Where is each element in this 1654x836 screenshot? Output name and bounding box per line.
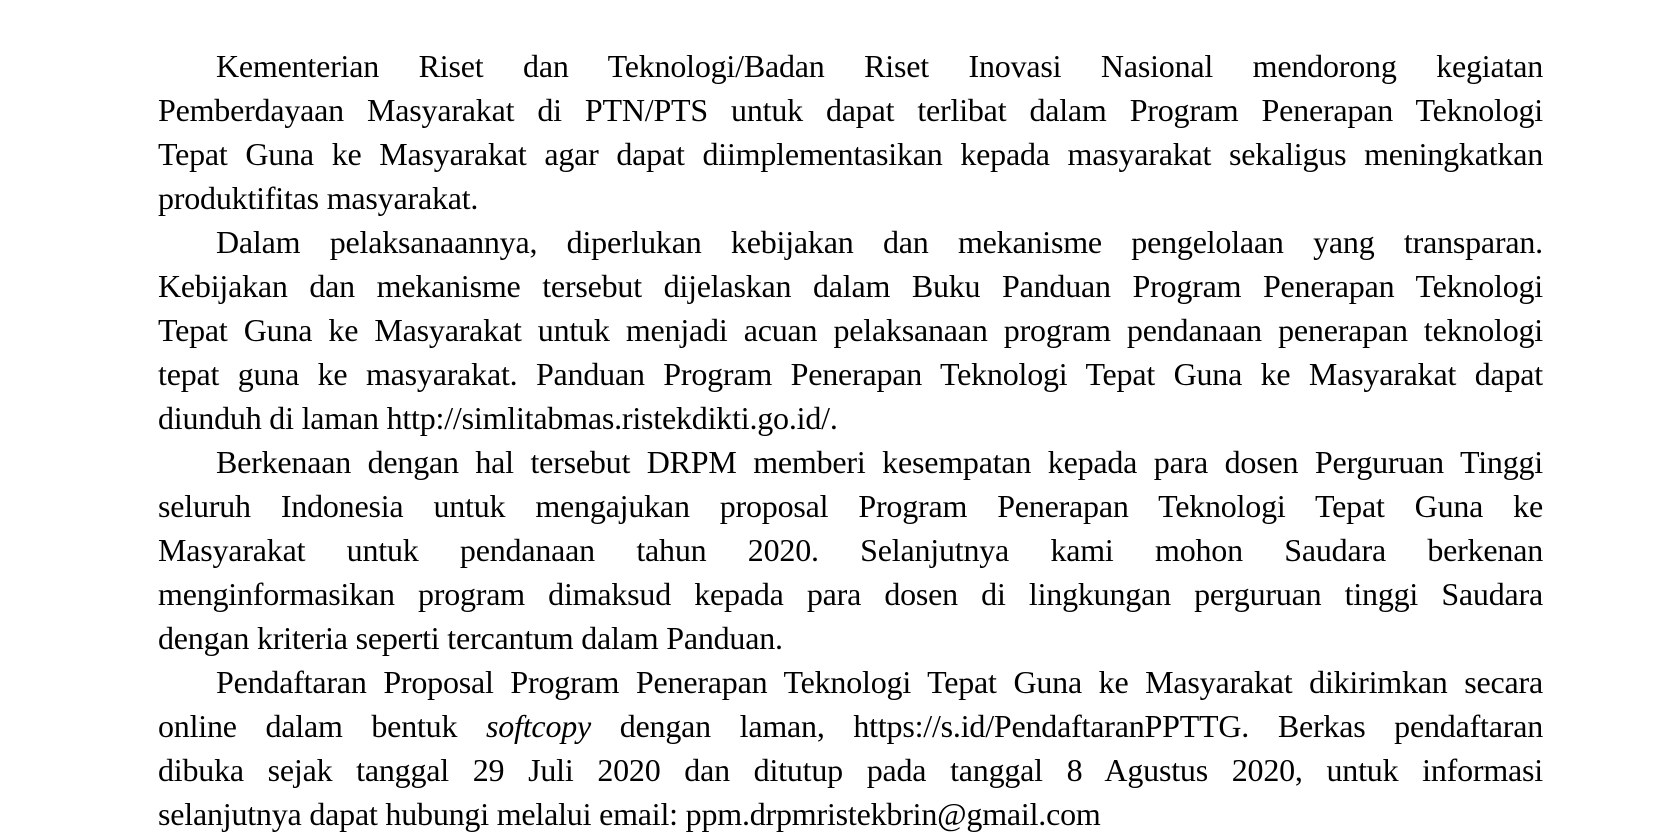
- line-text: dengan laman, https://s.id/PendaftaranPPTTG. Berkas pendaftaran: [591, 708, 1543, 744]
- paragraph-line: Dalam pelaksanaannya, diperlukan kebijakan dan mekanisme pengelolaan yang transparan.: [216, 224, 1543, 260]
- paragraph-line: Kebijakan dan mekanisme tersebut dijelaskan dalam Buku Panduan Program Penerapan Teknologi: [158, 268, 1543, 304]
- line-text: online dalam bentuk: [158, 708, 486, 744]
- paragraph-line: Pendaftaran Proposal Program Penerapan Teknologi Tepat Guna ke Masyarakat dikirimkan secara: [216, 664, 1543, 700]
- paragraph-line: selanjutnya dapat hubungi melalui email: ppm.drpmristekbrin@gmail.com: [158, 796, 1101, 832]
- paragraph-line: Pemberdayaan Masyarakat di PTN/PTS untuk dapat terlibat dalam Program Penerapan Teknologi: [158, 92, 1543, 128]
- italic-word: softcopy: [486, 708, 592, 744]
- paragraph-line: Tepat Guna ke Masyarakat agar dapat diimplementasikan kepada masyarakat sekaligus meningkatkan: [158, 136, 1543, 172]
- paragraph-line: produktifitas masyarakat.: [158, 180, 479, 216]
- paragraph-line: diunduh di laman http://simlitabmas.ristekdikti.go.id/.: [158, 400, 838, 436]
- paragraph-line: dibuka sejak tanggal 29 Juli 2020 dan ditutup pada tanggal 8 Agustus 2020, untuk informasi: [158, 752, 1543, 788]
- paragraph-2: [158, 220, 1543, 440]
- paragraph-line: [158, 704, 1543, 748]
- paragraph-3: [158, 440, 1543, 660]
- paragraph-line: Berkenaan dengan hal tersebut DRPM memberi kesempatan kepada para dosen Perguruan Tinggi: [216, 444, 1543, 480]
- paragraph-line: tepat guna ke masyarakat. Panduan Program Penerapan Teknologi Tepat Guna ke Masyarakat dapat: [158, 356, 1543, 392]
- paragraph-line: Kementerian Riset dan Teknologi/Badan Riset Inovasi Nasional mendorong kegiatan: [216, 48, 1543, 84]
- paragraph-4: [158, 660, 1543, 836]
- paragraph-line: menginformasikan program dimaksud kepada para dosen di lingkungan perguruan tinggi Saudara: [158, 576, 1543, 612]
- paragraph-line: Tepat Guna ke Masyarakat untuk menjadi acuan pelaksanaan program pendanaan penerapan teknologi: [158, 312, 1543, 348]
- paragraph-line: seluruh Indonesia untuk mengajukan proposal Program Penerapan Teknologi Tepat Guna ke: [158, 488, 1543, 524]
- paragraph-line: dengan kriteria seperti tercantum dalam Panduan.: [158, 620, 783, 656]
- paragraph-1: [158, 44, 1543, 220]
- paragraph-line: Masyarakat untuk pendanaan tahun 2020. Selanjutnya kami mohon Saudara berkenan: [158, 532, 1543, 568]
